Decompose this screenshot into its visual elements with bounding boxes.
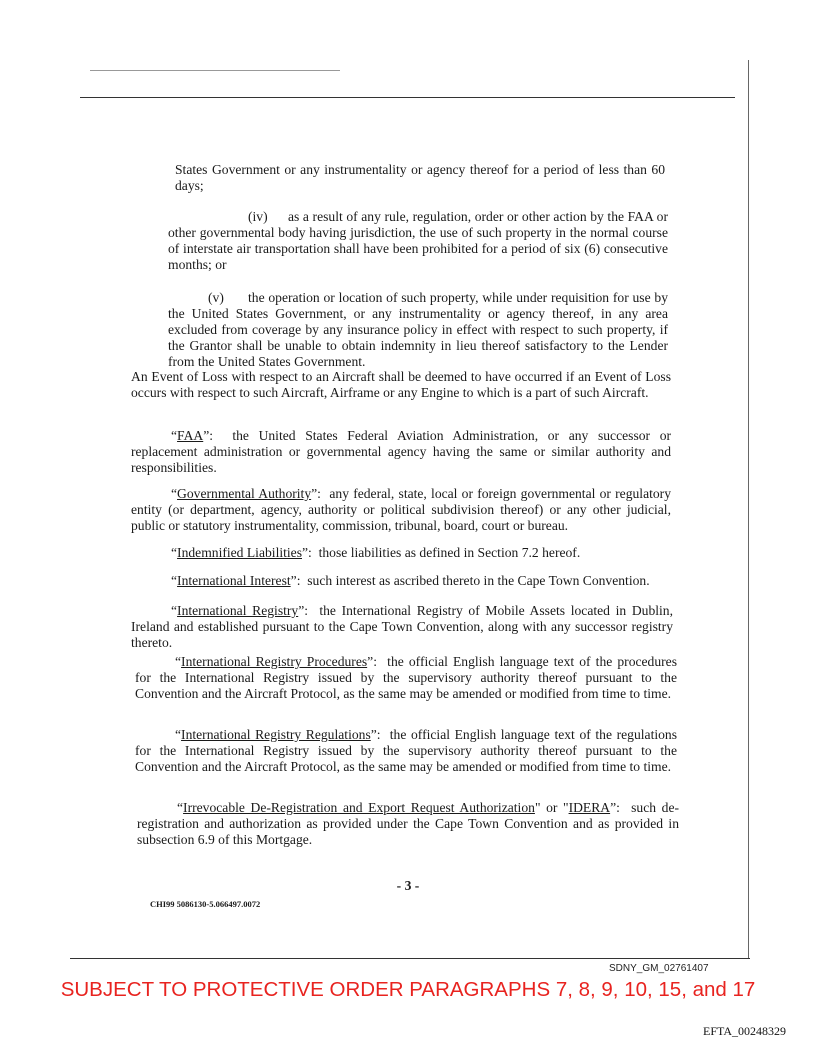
defined-term: International Interest: [177, 573, 291, 588]
definition-registry-procedures: “International Registry Procedures”: the official English language text of the procedures for the International Registry issued by the supervisory authority thereof pursuant to the Convention and the Aircraft Protocol, as the same may be amended or modified from time to time.: [135, 654, 678, 701]
top-rule: [80, 97, 735, 98]
definition-indemnified-liabilities: “Indemnified Liabilities”: those liabilities as defined in Section 7.2 hereof.: [171, 545, 581, 560]
definition-text: the official English language text of the procedures for the International Registry issued by the supervisory authority thereof pursuant to the Convention and the Aircraft Protocol, as the same may be amended or modified from time to time.: [135, 654, 678, 701]
definition-idera: “Irrevocable De-Registration and Export Request Authorization" or "IDERA”: such de-registration and authorization as provided under the Cape Town Convention and as provided in subsection 6.9 of this Mortgage.: [137, 800, 679, 847]
defined-term: Irrevocable De-Registration and Export Request Authorization: [183, 800, 535, 815]
document-id: CHI99 5086130-5.066497.0072: [150, 899, 261, 909]
definition-text: those liabilities as defined in Section 7.2 hereof.: [318, 545, 581, 560]
protective-order-banner: SUBJECT TO PROTECTIVE ORDER PARAGRAPHS 7, 8, 9, 10, 15, and 17: [60, 978, 756, 1001]
definition-text: the International Registry of Mobile Assets located in Dublin, Ireland and established pursuant to the Cape Town Convention, along with any successor registry thereto.: [131, 603, 673, 650]
event-of-loss-paragraph: An Event of Loss with respect to an Aircraft shall be deemed to have occurred if an Event of Loss occurs with respect to such Aircraft, Airframe or any Engine to which is a part of such Aircraft.: [131, 369, 671, 400]
right-border-line: [748, 60, 749, 958]
bottom-rule: [70, 958, 750, 959]
continued-paragraph: States Government or any instrumentality or agency thereof for a period of less than 60 days;: [175, 162, 665, 193]
defined-term: FAA: [177, 428, 204, 443]
defined-term: Governmental Authority: [177, 486, 312, 501]
page-number: - 3 -: [396, 878, 420, 893]
efta-number: EFTA_00248329: [703, 1024, 787, 1038]
definition-text: any federal, state, local or foreign governmental or regulatory entity (or department, agency, authority or political subdivision thereof) or any other judicial, public or statutory instrumentality, commission, tribunal, board, court or bureau.: [131, 486, 671, 533]
defined-term: International Registry Regulations: [181, 727, 371, 742]
definition-international-interest: “International Interest”: such interest as ascribed thereto in the Cape Town Convention.: [171, 573, 650, 588]
definition-international-registry: “International Registry”: the International Registry of Mobile Assets located in Dublin, Ireland and established pursuant to the Cape Town Convention, along with any successor registry thereto.: [131, 603, 673, 650]
definition-text: such interest as ascribed thereto in the Cape Town Convention.: [307, 573, 650, 588]
item-number: (iv): [248, 209, 268, 224]
definition-registry-regulations: “International Registry Regulations”: the official English language text of the regulations for the International Registry issued by the supervisory authority thereof pursuant to the Convention and the Aircraft Protocol, as the same may be amended or modified from time to time.: [135, 727, 678, 774]
faint-top-line: [90, 70, 340, 71]
item-v: [168, 290, 668, 370]
definition-text: the United States Federal Aviation Administration, or any successor or replacement administration or governmental agency having the same or similar authority and responsibilities.: [131, 428, 672, 475]
defined-term: Indemnified Liabilities: [177, 545, 302, 560]
item-number: (v): [208, 290, 224, 305]
item-text: as a result of any rule, regulation, order or other action by the FAA or other governmental body having jurisdiction, the use of such property in the normal course of interstate air transportation shall have been prohibited for a period of six (6) consecutive months; or: [168, 209, 668, 272]
definition-faa: “FAA”: the United States Federal Aviation Administration, or any successor or replacement administration or governmental agency having the same or similar authority and responsibilities.: [131, 428, 672, 475]
definition-text: the official English language text of the regulations for the International Registry issued by the supervisory authority thereof pursuant to the Convention and the Aircraft Protocol, as the same may be amended or modified from time to time.: [135, 727, 678, 774]
defined-term: International Registry: [177, 603, 299, 618]
defined-term-abbrev: IDERA: [568, 800, 611, 815]
definition-text: such de-registration and authorization as provided under the Cape Town Convention and as provided in subsection 6.9 of this Mortgage.: [137, 800, 679, 847]
definition-governmental-authority: “Governmental Authority”: any federal, state, local or foreign governmental or regulatory entity (or department, agency, authority or political subdivision thereof) or any other judicial, public or statutory instrumentality, commission, tribunal, board, court or bureau.: [131, 486, 671, 533]
item-iv: [168, 209, 668, 273]
bates-number: SDNY_GM_02761407: [609, 963, 709, 974]
defined-term: International Registry Procedures: [181, 654, 368, 669]
term-separator: " or ": [534, 800, 569, 815]
item-text: the operation or location of such property, while under requisition for use by the United States Government, or any instrumentality or agency thereof, in any area excluded from coverage by any insurance policy in effect with respect to such property, if the Grantor shall be unable to obtain indemnity in lieu thereof satisfactory to the Lender from the United States Government.: [168, 290, 668, 369]
